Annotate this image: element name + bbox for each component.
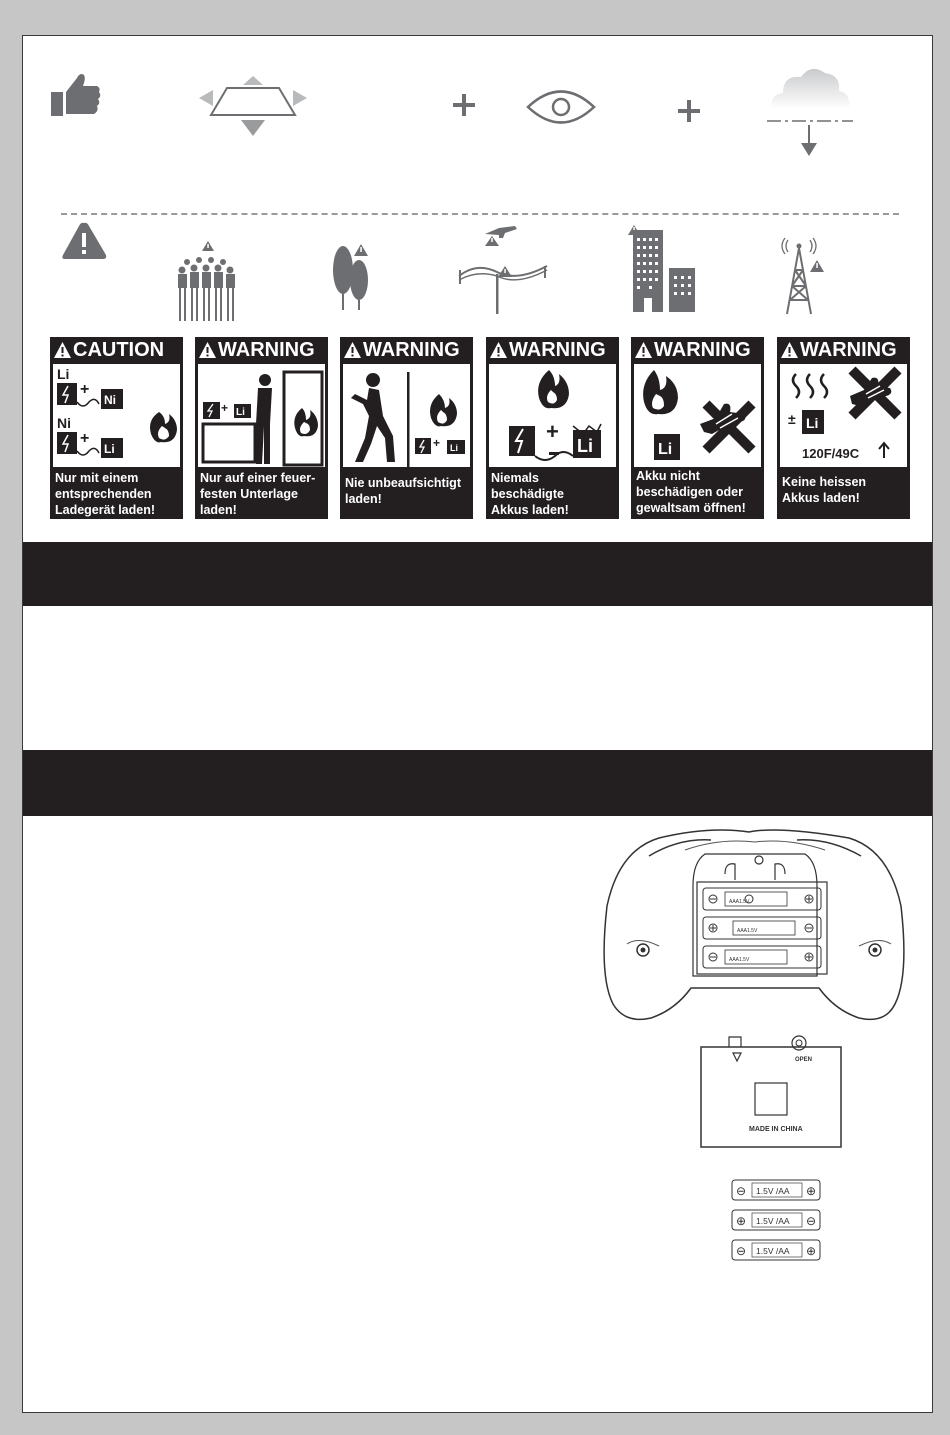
card-caption: Nur mit einem entsprechenden Ladegerät laden! bbox=[55, 471, 156, 517]
li-label: Li bbox=[450, 443, 458, 453]
section-header-band bbox=[23, 542, 932, 606]
card-header-text: WARNING bbox=[509, 339, 606, 361]
warning-card-damaged bbox=[486, 337, 619, 519]
thumbs-up-icon bbox=[49, 70, 103, 118]
battery-cover-illustration bbox=[699, 1031, 845, 1151]
battery bbox=[732, 1240, 820, 1260]
plus-icon bbox=[678, 100, 700, 122]
li-label: Li bbox=[658, 441, 673, 458]
divider-line bbox=[61, 213, 899, 215]
svg-text:⊖: ⊖ bbox=[806, 1214, 817, 1228]
aa-batteries-illustration bbox=[730, 1176, 824, 1271]
svg-text:+: + bbox=[80, 430, 90, 447]
battery bbox=[732, 1210, 820, 1230]
warning-triangle-icon bbox=[635, 342, 652, 358]
card-caption: Nie unbeaufsichtigt laden! bbox=[345, 476, 461, 506]
warning-card-fireproof bbox=[195, 337, 328, 519]
hot-battery-illustration bbox=[780, 364, 907, 467]
radio-tower-icon bbox=[779, 236, 827, 316]
li-label: Li bbox=[57, 366, 70, 382]
svg-text:1.5V /AA: 1.5V /AA bbox=[756, 1186, 790, 1196]
svg-text:⊖: ⊖ bbox=[736, 1244, 747, 1258]
controller-back-illustration bbox=[599, 826, 909, 1036]
trees-icon bbox=[331, 242, 373, 310]
ni-label: Ni bbox=[104, 393, 116, 407]
card-header bbox=[486, 338, 619, 362]
card-caption: Niemals beschädigte Akkus laden! bbox=[491, 471, 569, 517]
fireproof-surface-illustration bbox=[198, 364, 325, 467]
svg-text:1.5V /AA: 1.5V /AA bbox=[756, 1216, 790, 1226]
ni-label: Ni bbox=[57, 415, 71, 431]
card-header-text: WARNING bbox=[654, 339, 751, 361]
svg-text:+: + bbox=[221, 401, 229, 415]
section-header-band bbox=[23, 750, 932, 816]
crowd-icon bbox=[177, 240, 239, 322]
svg-text:±: ± bbox=[788, 411, 796, 427]
warning-triangle-icon bbox=[54, 342, 71, 358]
temperature-label: 120F/49C bbox=[802, 446, 860, 461]
li-label: Li bbox=[577, 436, 593, 456]
manual-page bbox=[22, 35, 933, 1413]
charger-compatibility-illustration bbox=[53, 364, 180, 467]
card-header-text: WARNING bbox=[218, 339, 315, 361]
card-caption: Akku nicht beschädigen oder gewaltsam öffnen! bbox=[636, 469, 746, 515]
warning-triangle-icon bbox=[490, 342, 507, 358]
card-header bbox=[777, 338, 910, 362]
card-header-text: WARNING bbox=[363, 339, 460, 361]
cover-open-label: OPEN bbox=[795, 1057, 813, 1063]
expand-arrows-icon bbox=[199, 76, 307, 138]
li-label: Li bbox=[104, 442, 115, 456]
buildings-icon bbox=[627, 224, 697, 312]
warning-triangle-icon bbox=[199, 342, 216, 358]
warning-triangle-icon bbox=[781, 342, 798, 358]
caution-card-charger bbox=[50, 337, 183, 519]
warning-icon bbox=[61, 222, 107, 260]
svg-text:⊕: ⊕ bbox=[806, 1184, 817, 1198]
svg-text:1.5V /AA: 1.5V /AA bbox=[756, 1246, 790, 1256]
battery-slot-label: AAA1.5V bbox=[737, 928, 758, 934]
warning-triangle-icon bbox=[344, 342, 361, 358]
card-header-text: WARNING bbox=[800, 339, 897, 361]
li-label: Li bbox=[236, 407, 245, 418]
unattended-charging-illustration bbox=[343, 364, 470, 467]
svg-text:⊕: ⊕ bbox=[736, 1214, 747, 1228]
power-lines-icon bbox=[457, 224, 549, 314]
plus-icon bbox=[453, 94, 475, 116]
svg-text:+: + bbox=[80, 381, 90, 398]
battery bbox=[732, 1180, 820, 1200]
cover-made-in-label: MADE IN CHINA bbox=[749, 1126, 803, 1133]
card-header-text: CAUTION bbox=[73, 339, 165, 361]
card-header bbox=[340, 338, 473, 362]
card-caption: Keine heissen Akkus laden! bbox=[782, 475, 867, 505]
damaged-battery-illustration bbox=[489, 364, 616, 467]
card-header bbox=[195, 338, 328, 362]
card-caption: Nur auf einer feuer- festen Unterlage laden! bbox=[200, 471, 316, 517]
eye-icon bbox=[526, 88, 596, 126]
svg-text:+: + bbox=[433, 436, 441, 450]
battery-slot-label: AAA1.5V bbox=[729, 899, 750, 905]
warning-card-unattended bbox=[340, 337, 473, 519]
warning-card-hot bbox=[777, 337, 910, 519]
dont-open-battery-illustration bbox=[634, 364, 761, 467]
li-label: Li bbox=[806, 415, 819, 431]
warning-card-open bbox=[631, 337, 764, 519]
card-header bbox=[631, 338, 764, 362]
svg-text:⊕: ⊕ bbox=[806, 1244, 817, 1258]
battery-slot-label: AAA1.5V bbox=[729, 957, 750, 963]
cloud-rain-icon bbox=[767, 61, 855, 159]
card-header bbox=[50, 338, 183, 362]
svg-text:+: + bbox=[546, 419, 559, 444]
svg-text:⊖: ⊖ bbox=[736, 1184, 747, 1198]
